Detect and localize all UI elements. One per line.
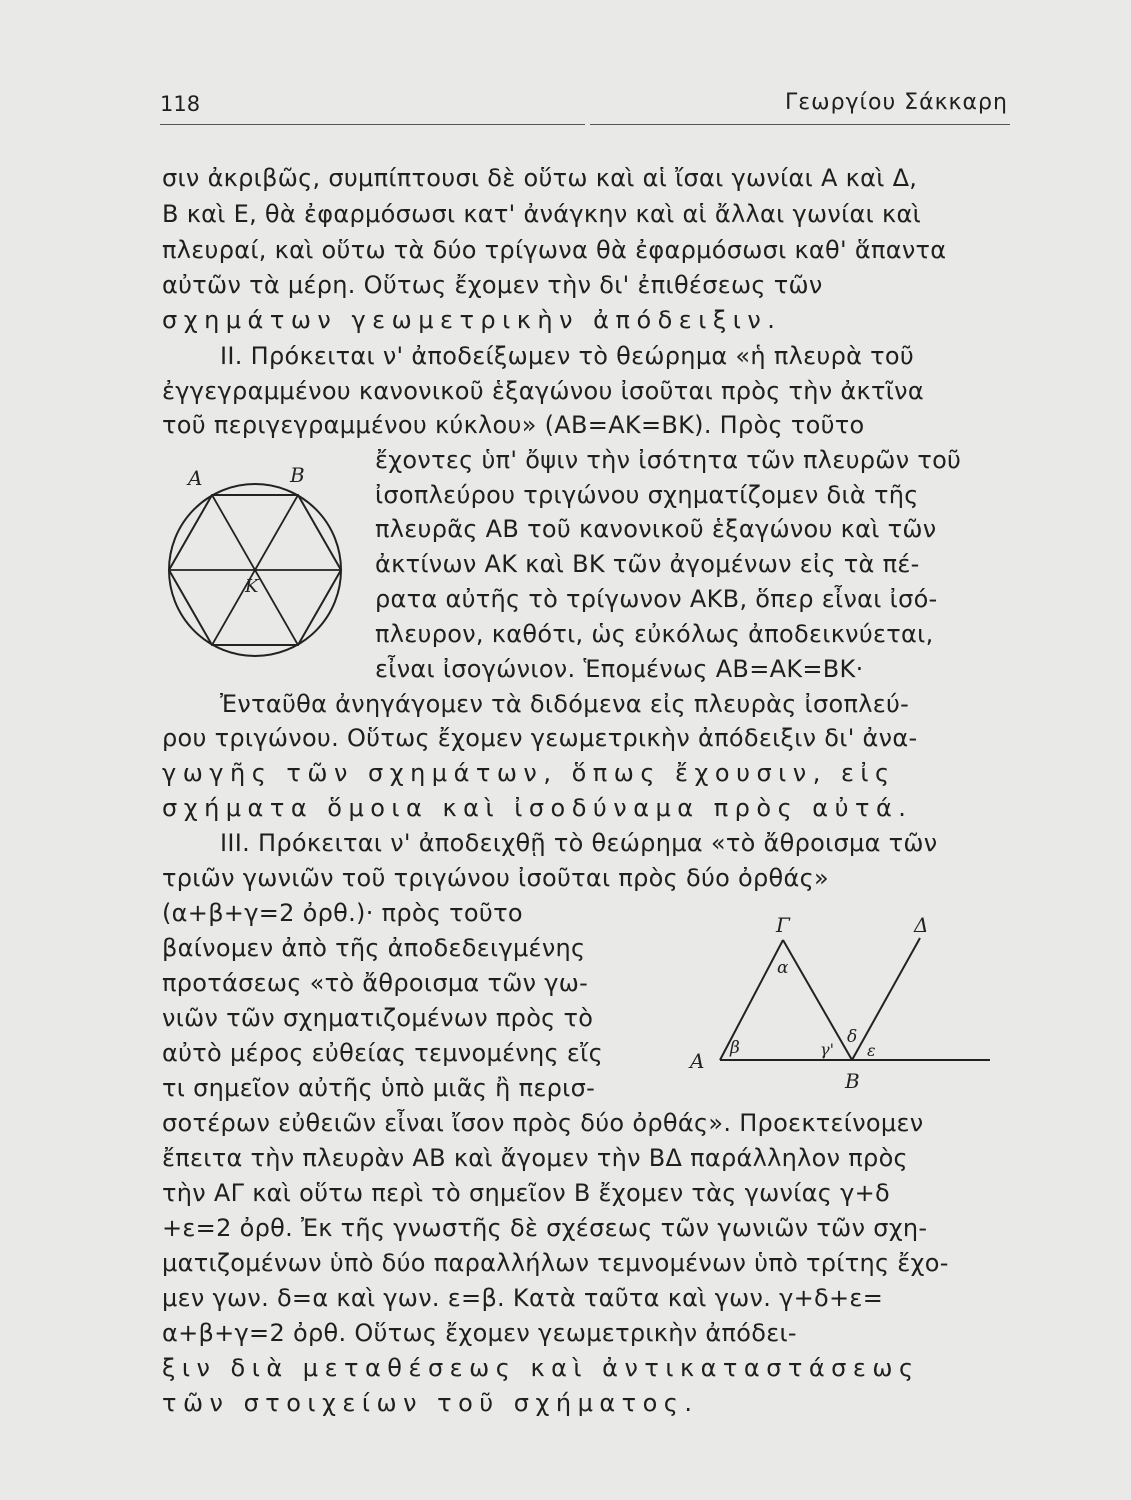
text-line: τριῶν γωνιῶν τοῦ τριγώνου ἰσοῦται πρὸς δύο ὀρθάς» — [162, 864, 830, 892]
text-line: ἔχοντες ὑπ' ὄψιν τὴν ἰσότητα τῶν πλευρῶν τοῦ — [375, 446, 962, 474]
text-line: τι σημεῖον αὐτῆς ὑπὸ μιᾶς ἢ περισ- — [162, 1074, 596, 1102]
label-delta: δ — [847, 1027, 858, 1047]
text-line: αὐτὸ μέρος εὐθείας τεμνομένης εἴς — [162, 1039, 603, 1067]
radius-BK — [255, 495, 298, 570]
triangle-figure — [680, 910, 1000, 1090]
label-K: Κ — [245, 576, 259, 597]
text-line: τοῦ περιγεγραμμένου κύκλου» (ΑΒ=ΑΚ=ΒΚ). Πρὸς τοῦτο — [162, 411, 865, 439]
header-rule-left — [160, 124, 585, 125]
label-alpha: α — [777, 958, 789, 978]
label-B: Β — [290, 463, 305, 487]
text-line: τῶν στοιχείων τοῦ σχήματος. — [162, 1389, 699, 1417]
radius-AK — [212, 495, 255, 570]
parallel-BD — [852, 938, 920, 1060]
label-A: Α — [690, 1049, 705, 1073]
text-line: τὴν ΑΓ καὶ οὕτω περὶ τὸ σημεῖον Β ἔχομεν τὰς γωνίας γ+δ — [162, 1179, 890, 1207]
text-line: προτάσεως «τὸ ἄθροισμα τῶν γω- — [162, 969, 589, 997]
text-line: ΙΙ. Πρόκειται ν' ἀποδείξωμεν τὸ θεώρημα «ἡ πλευρὰ τοῦ — [220, 342, 915, 370]
text-line: πλευρον, καθότι, ὡς εὐκόλως ἀποδεικνύεται, — [375, 620, 934, 648]
radius-lower-right — [255, 570, 298, 645]
text-line: ἰσοπλεύρου τριγώνου σχηματίζομεν διὰ τῆς — [375, 481, 919, 509]
text-line: σχήματα ὅμοια καὶ ἰσοδύναμα πρὸς αὐτά. — [162, 794, 913, 822]
label-G: Γ — [776, 913, 790, 937]
text-line: νιῶν τῶν σχηματιζομένων πρὸς τὸ — [162, 1004, 594, 1032]
side-GB — [783, 940, 852, 1060]
page-number: 118 — [160, 92, 201, 116]
text-line: αὐτῶν τὰ μέρη. Οὕτως ἔχομεν τὴν δι' ἐπιθέσεως τῶν — [162, 271, 823, 299]
label-beta: β — [730, 1038, 740, 1058]
text-line: ἐγγεγραμμένου κανονικοῦ ἑξαγώνου ἰσοῦται πρὸς τὴν ἀκτῖνα — [162, 377, 924, 405]
label-B: Β — [845, 1069, 860, 1090]
hexagon-figure — [155, 460, 355, 660]
text-line: ἔπειτα τὴν πλευρὰν ΑΒ καὶ ἄγομεν τὴν ΒΔ παράλληλον πρὸς — [162, 1144, 908, 1172]
text-line: ξιν διὰ μεταθέσεως καὶ ἀντικαταστάσεως — [162, 1354, 920, 1382]
label-epsilon: ε — [867, 1041, 876, 1060]
label-D: Δ — [914, 913, 929, 937]
text-line: ρατα αὐτῆς τὸ τρίγωνον ΑΚΒ, ὅπερ εἶναι ἰσό- — [375, 585, 938, 613]
text-line: πλευρᾶς ΑΒ τοῦ κανονικοῦ ἑξαγώνου καὶ τῶν — [375, 515, 937, 543]
text-line: πλευραί, καὶ οὕτω τὰ δύο τρίγωνα θὰ ἐφαρμόσωσι καθ' ἅπαντα — [162, 236, 947, 264]
text-line: σχημάτων γεωμετρικὴν ἀπόδειξιν. — [162, 306, 782, 334]
text-line: α+β+γ=2 ὀρθ. Οὕτως ἔχομεν γεωμετρικὴν ἀπόδει- — [162, 1319, 797, 1347]
text-line: γωγῆς τῶν σχημάτων, ὅπως ἔχουσιν, εἰς — [162, 759, 896, 787]
label-A: Α — [188, 466, 203, 490]
label-gamma: γ' — [820, 1040, 834, 1059]
text-line: ΙΙΙ. Πρόκειται ν' ἀποδειχθῇ τὸ θεώρημα «τὸ ἄθροισμα τῶν — [220, 829, 938, 857]
header-rule-right — [590, 124, 1010, 125]
text-line: (α+β+γ=2 ὀρθ.)· πρὸς τοῦτο — [162, 899, 523, 927]
text-line: ματιζομένων ὑπὸ δύο παραλλήλων τεμνομένων ὑπὸ τρίτης ἔχο- — [162, 1249, 949, 1277]
text-line: μεν γων. δ=α καὶ γων. ε=β. Κατὰ ταῦτα καὶ γων. γ+δ+ε= — [162, 1284, 884, 1312]
text-line: σιν ἀκριβῶς, συμπίπτουσι δὲ οὕτω καὶ αἱ ἴσαι γωνίαι Α καὶ Δ, — [162, 164, 918, 192]
text-line: εἶναι ἰσογώνιον. Ἑπομένως ΑΒ=ΑΚ=ΒΚ· — [375, 655, 864, 683]
text-line: ἀκτίνων ΑΚ καὶ ΒΚ τῶν ἀγομένων εἰς τὰ πέ- — [375, 550, 920, 578]
text-line: Β καὶ Ε, θὰ ἐφαρμόσωσι κατ' ἀνάγκην καὶ αἱ ἄλλαι γωνίαι καὶ — [162, 200, 921, 228]
text-line: βαίνομεν ἀπὸ τῆς ἀποδεδειγμένης — [162, 934, 586, 962]
text-line: ρου τριγώνου. Οὕτως ἔχομεν γεωμετρικὴν ἀπόδειξιν δι' ἀνα- — [162, 724, 918, 752]
text-line: +ε=2 ὀρθ. Ἐκ τῆς γνωστῆς δὲ σχέσεως τῶν γωνιῶν τῶν σχη- — [162, 1214, 928, 1242]
text-line: Ἐνταῦθα ἀνηγάγομεν τὰ διδόμενα εἰς πλευρὰς ἰσοπλεύ- — [220, 690, 910, 718]
running-title: Γεωργίου Σάκκαρη — [785, 90, 1008, 115]
text-line: σοτέρων εὐθειῶν εἶναι ἴσον πρὸς δύο ὀρθάς». Προεκτείνομεν — [162, 1109, 924, 1137]
